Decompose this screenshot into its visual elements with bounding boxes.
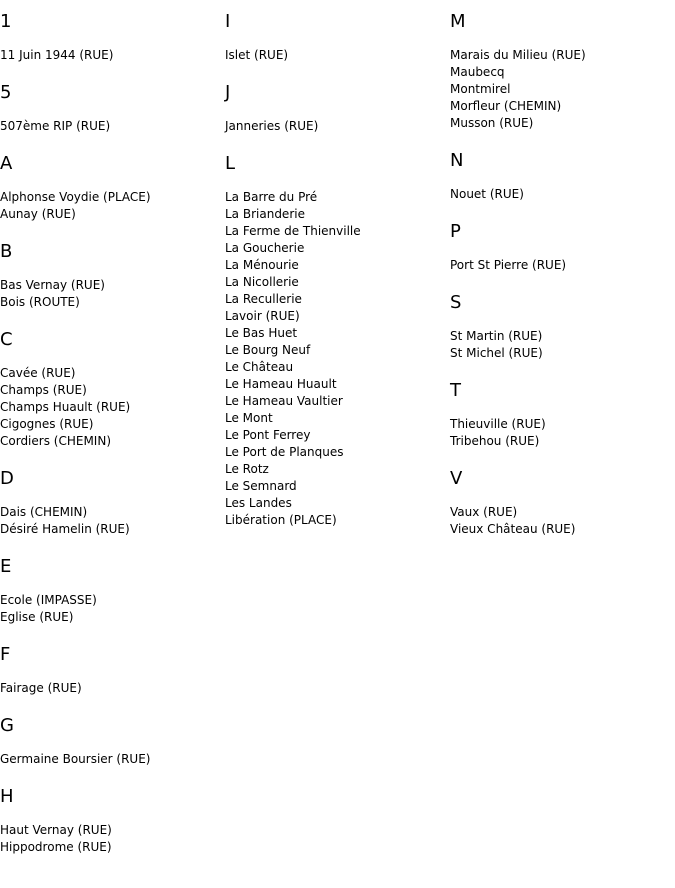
street-name: Champs (RUE) [0,383,87,397]
letter-group [450,379,670,450]
street-name: Ecole (IMPASSE) [0,593,97,607]
street-name: Germaine Boursier (RUE) [0,752,151,766]
street-name: Islet (RUE) [225,48,289,62]
street-name: Morfleur (CHEMIN) [450,99,562,113]
street-index-column-2 [225,0,445,529]
letter-group [0,467,220,538]
letter-heading: T [450,380,461,401]
letter-group [225,10,445,64]
street-name: Vieux Château (RUE) [450,522,576,536]
letter-group [450,10,670,132]
letter-heading: E [0,556,12,577]
letter-group [0,10,220,64]
letter-group [450,291,670,362]
letter-group [0,785,220,856]
street-name: Janneries (RUE) [225,119,319,133]
street-name: St Martin (RUE) [450,329,543,343]
letter-heading: P [450,221,461,242]
letter-heading: H [0,786,14,807]
letter-group [225,81,445,135]
letter-heading: J [225,82,231,103]
letter-heading: D [0,468,14,489]
street-index-column-1 [0,0,220,856]
street-name: Bas Vernay (RUE) [0,278,105,292]
street-name: Maubecq [450,65,505,79]
street-name: Cordiers (CHEMIN) [0,434,111,448]
letter-heading: L [225,153,236,174]
letter-heading: I [225,11,231,32]
street-index-column-3 [450,0,670,538]
street-name: Libération (PLACE) [225,513,337,527]
street-name: Tribehou (RUE) [450,434,540,448]
street-name: 11 Juin 1944 (RUE) [0,48,114,62]
letter-heading: S [450,292,462,313]
street-name: Lavoir (RUE) [225,309,300,323]
street-name: La Barre du Pré [225,190,318,204]
letter-group [0,81,220,135]
letter-heading: 1 [0,11,12,32]
street-name: Bois (ROUTE) [0,295,80,309]
street-name: Aunay (RUE) [0,207,76,221]
street-name: Montmirel [450,82,511,96]
letter-heading: B [0,241,13,262]
street-name: Les Landes [225,496,292,510]
street-name: Marais du Milieu (RUE) [450,48,586,62]
street-name: Port St Pierre (RUE) [450,258,567,272]
street-name: Le Hameau Vaultier [225,394,343,408]
street-name: Fairage (RUE) [0,681,82,695]
letter-heading: N [450,150,464,171]
letter-group [450,220,670,274]
street-name: La Brianderie [225,207,305,221]
street-name: La Recullerie [225,292,302,306]
street-name: Le Semnard [225,479,297,493]
street-name: Le Mont [225,411,273,425]
street-name: 507ème RIP (RUE) [0,119,111,133]
street-name: Nouet (RUE) [450,187,524,201]
letter-heading: G [0,715,14,736]
street-name: Cigognes (RUE) [0,417,94,431]
letter-group [450,149,670,203]
letter-group [0,555,220,626]
letter-group [0,714,220,768]
street-name: La Goucherie [225,241,305,255]
street-name: Le Rotz [225,462,269,476]
letter-group [0,643,220,697]
street-name: La Ferme de Thienville [225,224,361,238]
street-name: Cavée (RUE) [0,366,76,380]
letter-group [0,240,220,311]
street-name: Désiré Hamelin (RUE) [0,522,130,536]
letter-group [0,152,220,223]
street-name: Le Pont Ferrey [225,428,311,442]
street-name: Le Château [225,360,294,374]
street-name: Champs Huault (RUE) [0,400,131,414]
letter-group [450,467,670,538]
street-name: Le Hameau Huault [225,377,337,391]
letter-group [225,152,445,529]
street-name: St Michel (RUE) [450,346,543,360]
letter-heading: C [0,329,13,350]
street-name: La Nicollerie [225,275,299,289]
street-name: Vaux (RUE) [450,505,518,519]
street-name: Haut Vernay (RUE) [0,823,112,837]
letter-group [0,328,220,450]
street-name: Eglise (RUE) [0,610,74,624]
letter-heading: V [450,468,463,489]
street-name: Thieuville (RUE) [450,417,546,431]
letter-heading: F [0,644,11,665]
letter-heading: 5 [0,82,12,103]
street-name: Le Port de Planques [225,445,344,459]
street-name: La Ménourie [225,258,299,272]
street-name: Le Bourg Neuf [225,343,311,357]
street-name: Alphonse Voydie (PLACE) [0,190,151,204]
street-name: Dais (CHEMIN) [0,505,88,519]
letter-heading: A [0,153,13,174]
letter-heading: M [450,11,466,32]
street-name: Le Bas Huet [225,326,298,340]
street-name: Musson (RUE) [450,116,534,130]
street-name: Hippodrome (RUE) [0,840,112,854]
